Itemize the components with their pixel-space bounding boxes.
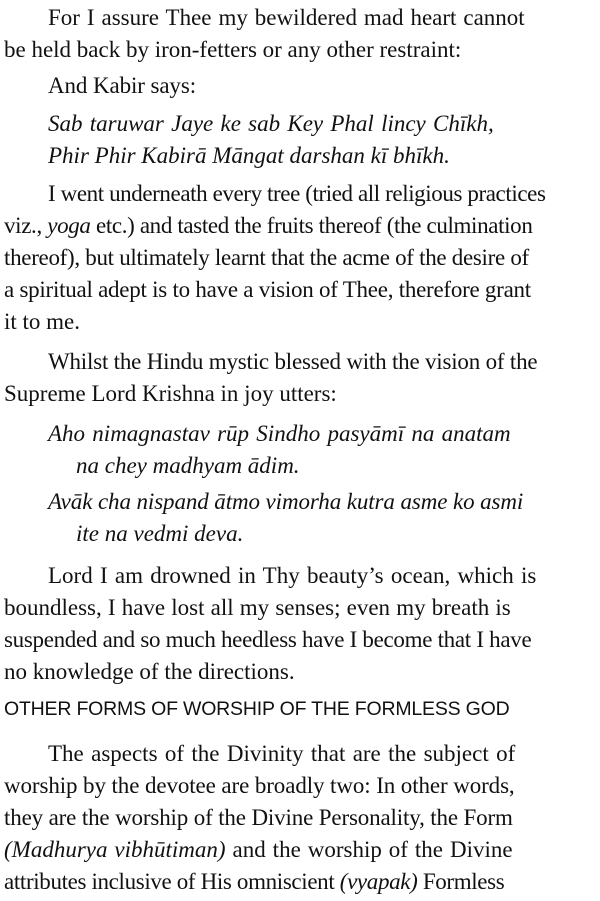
paragraph-line: Lord I am drowned in Thy beauty’s ocean, which is: [48, 563, 537, 588]
paragraph-line: a spiritual adept is to have a vision of Thee, therefore grant: [4, 277, 531, 302]
paragraph-drowned: [4, 560, 598, 688]
text-run: viz.,: [4, 213, 48, 238]
paragraph-line: [4, 866, 598, 898]
paragraph-line: it to me.: [4, 309, 81, 334]
paragraph-line: thereof), but ultimately learnt that the acme of the desire of: [4, 245, 529, 270]
paragraph-aspects: [4, 738, 598, 898]
paragraph-line: For I assure Thee my bewildered mad heart cannot: [48, 5, 525, 30]
emphasis-term: (vyapak): [339, 869, 418, 894]
verse-line: na chey madhyam ādim.: [76, 453, 300, 478]
verse-line: Sab taruwar Jaye ke sab Key Phal lincy Chīkh,: [48, 111, 494, 136]
verse-line: ite na vedmi deva.: [76, 521, 244, 546]
paragraph-tree: [4, 178, 598, 338]
section-heading: OTHER FORMS OF WORSHIP OF THE FORMLESS GOD: [4, 698, 510, 720]
paragraph-line: Supreme Lord Krishna in joy utters:: [4, 381, 337, 406]
emphasis-term: (Madhurya vibhūtiman): [4, 837, 226, 862]
kabir-intro: And Kabir says:: [48, 73, 196, 98]
verse-line: Avāk cha nispand ātmo vimorha kutra asme ko asmi: [48, 489, 524, 514]
paragraph-line: they are the worship of the Divine Personality, the Form: [4, 805, 513, 830]
paragraph-line: Whilst the Hindu mystic blessed with the vision of the: [48, 349, 538, 374]
text-run: and the worship of the Divine: [225, 837, 513, 862]
paragraph-assurance: [4, 2, 598, 66]
paragraph-line: suspended and so much heedless have I become that I have: [4, 627, 532, 652]
paragraph-hindu-mystic: [4, 346, 598, 410]
paragraph-line: [4, 210, 598, 242]
paragraph-line: [4, 834, 598, 866]
paragraph-line: The aspects of the Divinity that are the subject of: [48, 741, 516, 766]
paragraph-line: worship by the devotee are broadly two: In other words,: [4, 773, 515, 798]
text-run: Formless: [417, 869, 505, 894]
verse-line: Aho nimagnastav rūp Sindho pasyāmī na anatam: [48, 421, 511, 446]
text-run: attributes inclusive of His omniscient: [4, 869, 340, 894]
paragraph-line: I went underneath every tree (tried all religious practices: [48, 181, 546, 206]
paragraph-line: no knowledge of the directions.: [4, 659, 295, 684]
emphasis-term: yoga: [47, 213, 91, 238]
paragraph-line: be held back by iron-fetters or any other restraint:: [4, 37, 462, 62]
verse-line: Phir Phir Kabirā Māngat darshan kī bhīkh.: [48, 143, 450, 168]
text-run: etc.) and tasted the fruits thereof (the culmination: [90, 213, 533, 238]
paragraph-line: boundless, I have lost all my senses; even my breath is: [4, 595, 511, 620]
